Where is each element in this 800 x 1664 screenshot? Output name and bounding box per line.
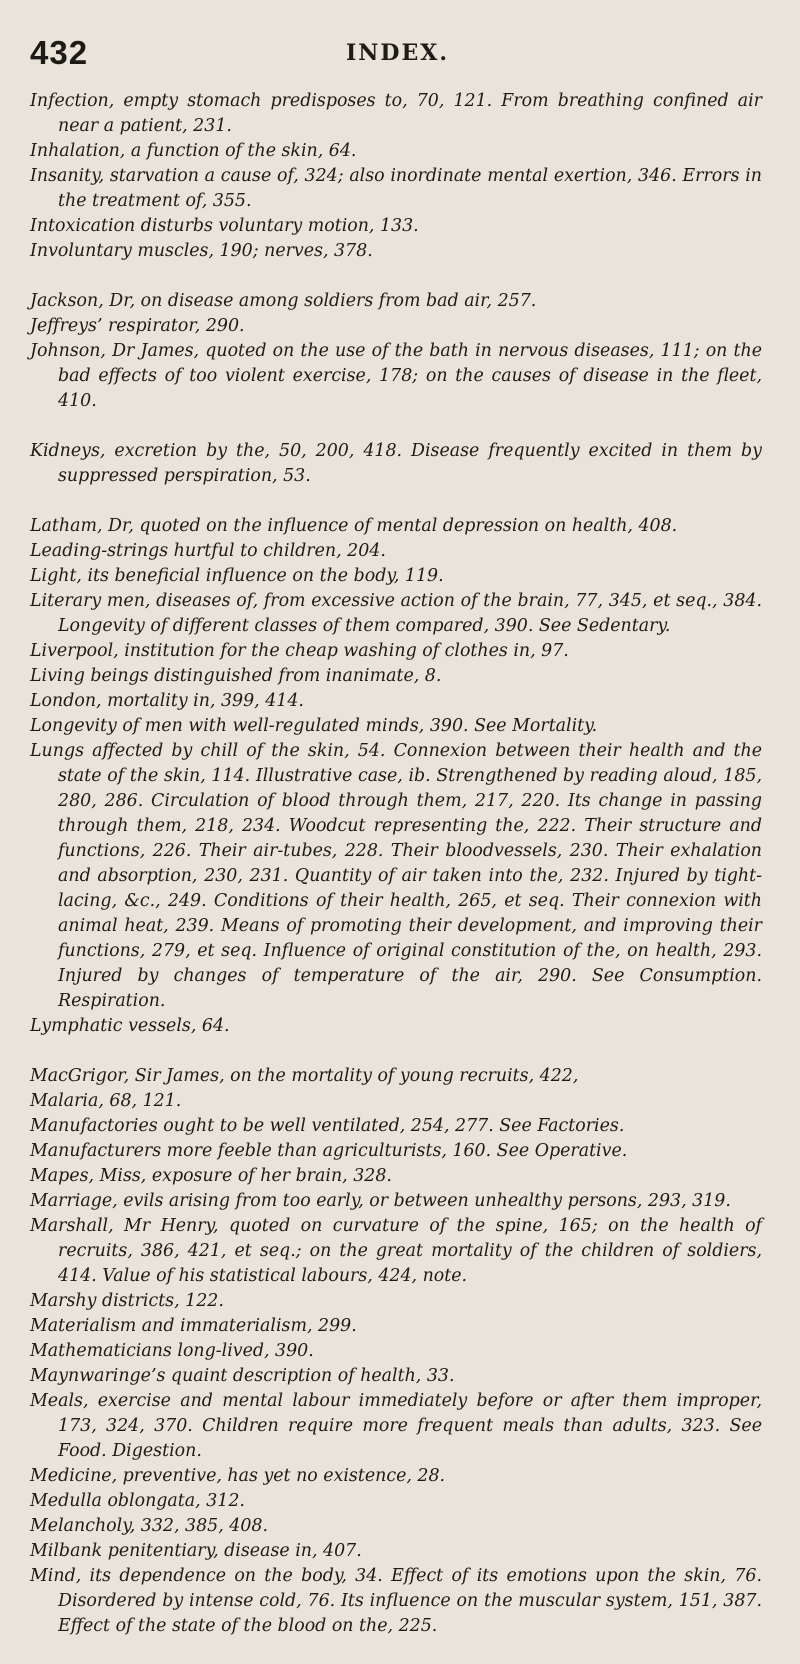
index-entry: Latham, Dr, quoted on the influence of mental depression on health, 408.: [30, 516, 678, 536]
index-entry: Living beings distinguished from inanimate, 8.: [30, 666, 442, 686]
index-entry: Infection, empty stomach predisposes to, 70, 121. From breathing confined air near a patient, 231.: [30, 91, 762, 136]
index-entry: Manufactories ought to be well ventilated, 254, 277. See Factories.: [30, 1116, 625, 1136]
index-entry: Lymphatic vessels, 64.: [30, 1016, 230, 1036]
index-entry: Insanity, starvation a cause of, 324; also inordinate mental exertion, 346. Errors in the treatment of, 355.: [30, 166, 762, 211]
index-entry: Literary men, diseases of, from excessive action of the brain, 77, 345, et seq., 384. Longevity of different classes of them compared, 390. See Sedentary.: [30, 591, 762, 636]
index-entry: Intoxication disturbs voluntary motion, 133.: [30, 216, 419, 236]
index-entry: Mapes, Miss, exposure of her brain, 328.: [30, 1166, 392, 1186]
index-entry: Johnson, Dr James, quoted on the use of the bath in nervous diseases, 111; on the bad effects of too violent exercise, 178; on the causes of disease in the fleet, 410.: [30, 341, 762, 411]
index-entry: Marshall, Mr Henry, quoted on curvature of the spine, 165; on the health of recruits, 386, 421, et seq.; on the great mortality of the children of soldiers, 414. Value of his statistical labours, 424, note.: [30, 1216, 762, 1286]
index-entry: Materialism and immaterialism, 299.: [30, 1316, 357, 1336]
index-group-k: [30, 439, 762, 489]
index-entry: Medulla oblongata, 312.: [30, 1491, 245, 1511]
index-entry: Leading-strings hurtful to children, 204.: [30, 541, 386, 561]
index-entry: Medicine, preventive, has yet no existence, 28.: [30, 1466, 446, 1486]
index-entry: Inhalation, a function of the skin, 64.: [30, 141, 357, 161]
index-entry: Jackson, Dr, on disease among soldiers from bad air, 257.: [30, 291, 537, 311]
index-entry: Lungs affected by chill of the skin, 54. Connexion between their health and the state of the skin, 114. Illustrative case, ib. Strengthened by reading aloud, 185, 280, 286. Circulation of blood through them, 217, 220. Its change in passing through them, 218, 234. Woodcut representing the, 222. Their structure and functions, 226. Their air-tubes, 228. Their bloodvessels, 230. Their exhalation and absorption, 230, 231. Quantity of air taken into the, 232. Injured by tight-lacing, &c., 249. Conditions of their health, 265, et seq. Their connexion with animal heat, 239. Means of promoting their development, and improving their functions, 279, et seq. Influence of original constitution of the, on health, 293. Injured by changes of temperature of the air, 290. See Consumption. Respiration.: [30, 741, 762, 1011]
index-entry: Melancholy, 332, 385, 408.: [30, 1516, 268, 1536]
page-header: [30, 34, 750, 74]
index-entry: Malaria, 68, 121.: [30, 1091, 182, 1111]
index-entry: Jeffreys’ respirator, 290.: [30, 316, 245, 336]
index-entry: Mind, its dependence on the body, 34. Effect of its emotions upon the skin, 76. Disordered by intense cold, 76. Its influence on the muscular system, 151, 387. Effect of the state of the blood on the, 225.: [30, 1566, 762, 1636]
index-group-l: [30, 514, 762, 1039]
index-entry: Marriage, evils arising from too early, or between unhealthy persons, 293, 319.: [30, 1191, 731, 1211]
index-entry: Milbank penitentiary, disease in, 407.: [30, 1541, 362, 1561]
index-entry: Marshy districts, 122.: [30, 1291, 224, 1311]
index-entry: Light, its beneficial influence on the body, 119.: [30, 566, 444, 586]
index-entry: Involuntary muscles, 190; nerves, 378.: [30, 241, 373, 261]
index-column: [30, 89, 762, 1664]
index-entry: Manufacturers more feeble than agriculturists, 160. See Operative.: [30, 1141, 628, 1161]
index-entry: MacGrigor, Sir James, on the mortality of young recruits, 422,: [30, 1066, 579, 1086]
index-group-i: [30, 89, 762, 264]
index-group-m: [30, 1064, 762, 1639]
index-entry: Kidneys, excretion by the, 50, 200, 418. Disease frequently excited in them by suppressed perspiration, 53.: [30, 441, 762, 486]
index-entry: London, mortality in, 399, 414.: [30, 691, 304, 711]
index-entry: Maynwaringe’s quaint description of health, 33.: [30, 1366, 455, 1386]
running-title: INDEX.: [346, 40, 449, 66]
page-number: 432: [30, 34, 89, 71]
index-entry: Longevity of men with well-regulated minds, 390. See Mortality.: [30, 716, 598, 736]
index-group-j: [30, 289, 762, 414]
index-entry: Mathematicians long-lived, 390.: [30, 1341, 314, 1361]
index-entry: Meals, exercise and mental labour immediately before or after them improper, 173, 324, 370. Children require more frequent meals than adults, 323. See Food. Digestion.: [30, 1391, 762, 1461]
index-entry: Liverpool, institution for the cheap washing of clothes in, 97.: [30, 641, 569, 661]
